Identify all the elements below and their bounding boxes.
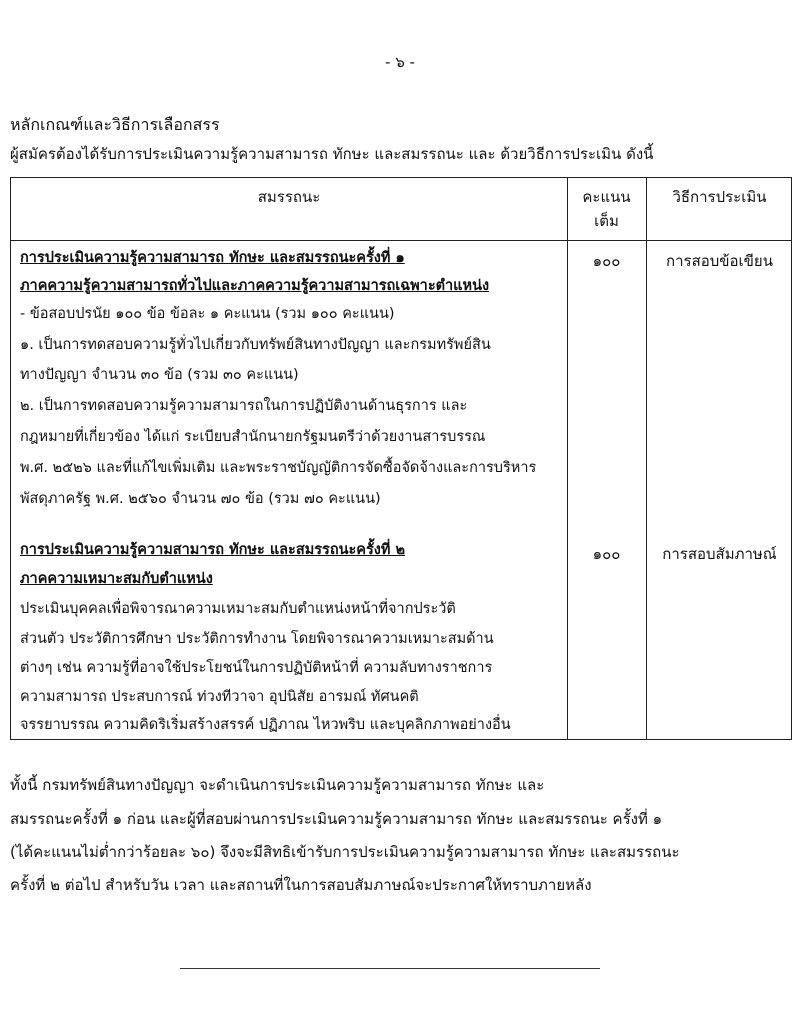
closing-paragraph-line: ครั้งที่ ๒ ต่อไป สำหรับวัน เวลา และสถานที่ในการสอบสัมภาษณ์จะประกาศให้ทราบภายหลัง <box>10 876 592 894</box>
closing-paragraph-line: (ได้คะแนนไม่ต่ำกว่าร้อยละ ๖๐) จึงจะมีสิทธิเข้ารับการประเมินความรู้ความสามารถ ทักษะ และสมรรถนะ <box>10 843 680 861</box>
closing-paragraph-line: สมรรถนะครั้งที่ ๑ ก่อน และผู้ที่สอบผ่านการประเมินความรู้ความสามารถ ทักษะ และสมรรถนะ ครั้งที่ ๑ <box>10 810 663 828</box>
header-score-line1: คะแนน <box>582 188 631 206</box>
row1-score: ๑๐๐ <box>592 252 621 270</box>
row1-line: กฎหมายที่เกี่ยวข้อง ได้แก่ ระเบียบสำนักนายกรัฐมนตรีว่าด้วยงานสารบรรณ <box>20 429 486 445</box>
section-intro: ผู้สมัครต้องได้รับการประเมินความรู้ความสามารถ ทักษะ และสมรรถนะ และ ด้วยวิธีการประเมิน ดังนี้ <box>10 145 654 163</box>
row1-line: ๑. เป็นการทดสอบความรู้ทั่วไปเกี่ยวกับทรัพย์สินทางปัญญา และกรมทรัพย์สิน <box>20 337 491 353</box>
header-competency: สมรรถนะ <box>257 188 321 206</box>
row2-line: จรรยาบรรณ ความคิดริเริ่มสร้างสรรค์ ปฏิภาณ ไหวพริบ และบุคลิกภาพอย่างอื่น <box>20 717 511 733</box>
row2-line: ประเมินบุคคลเพื่อพิจารณาความเหมาะสมกับตำแหน่งหน้าที่จากประวัติ <box>20 601 456 617</box>
row1-line: ทางปัญญา จำนวน ๓๐ ข้อ (รวม ๓๐ คะแนน) <box>20 367 299 383</box>
page-number: - ๖ - <box>385 53 415 71</box>
signature-line <box>180 968 600 969</box>
row2-line: ความสามารถ ประสบการณ์ ท่วงทีวาจา อุปนิสัย อารมณ์ ทัศนคติ <box>20 689 419 705</box>
header-divider <box>11 240 791 241</box>
row2-title-line1: การประเมินความรู้ความสามารถ ทักษะ และสมรรถนะครั้งที่ ๒ <box>20 542 406 558</box>
row1-line: พัสดุภาครัฐ พ.ศ. ๒๕๖๐ จำนวน ๗๐ ข้อ (รวม ๗๐ คะแนน) <box>20 491 381 507</box>
row2-line: ต่างๆ เช่น ความรู้ที่อาจใช้ประโยชน์ในการปฏิบัติหน้าที่ ความลับทางราชการ <box>20 660 493 676</box>
row2-method: การสอบสัมภาษณ์ <box>662 545 777 563</box>
competency-table <box>10 177 792 740</box>
row2-score: ๑๐๐ <box>592 545 621 563</box>
row1-line: - ข้อสอบปรนัย ๑๐๐ ข้อ ข้อละ ๑ คะแนน (รวม ๑๐๐ คะแนน) <box>20 306 395 322</box>
row1-method: การสอบข้อเขียน <box>666 252 773 270</box>
row1-title-line2: ภาคความรู้ความสามารถทั่วไปและภาคความรู้ความสามารถเฉพาะตำแหน่ง <box>20 278 490 294</box>
section-heading: หลักเกณฑ์และวิธีการเลือกสรร <box>10 115 220 134</box>
row1-line: ๒. เป็นการทดสอบความรู้ความสามารถในการปฏิบัติงานด้านธุรการ และ <box>20 398 468 414</box>
closing-paragraph-line: ทั้งนี้ กรมทรัพย์สินทางปัญญา จะดำเนินการประเมินความรู้ความสามารถ ทักษะ และ <box>10 776 545 794</box>
row1-line: พ.ศ. ๒๕๒๖ และที่แก้ไขเพิ่มเติม และพระราชบัญญัติการจัดซื้อจัดจ้างและการบริหาร <box>20 460 537 476</box>
row2-line: ส่วนตัว ประวัติการศึกษา ประวัติการทำงาน โดยพิจารณาความเหมาะสมด้าน <box>20 631 494 647</box>
row2-title-line2: ภาคความเหมาะสมกับตำแหน่ง <box>20 571 213 587</box>
header-score-line2: เต็ม <box>594 212 619 230</box>
row1-title-line1: การประเมินความรู้ความสามารถ ทักษะ และสมรรถนะครั้งที่ ๑ <box>20 250 405 266</box>
header-method: วิธีการประเมิน <box>672 188 767 206</box>
